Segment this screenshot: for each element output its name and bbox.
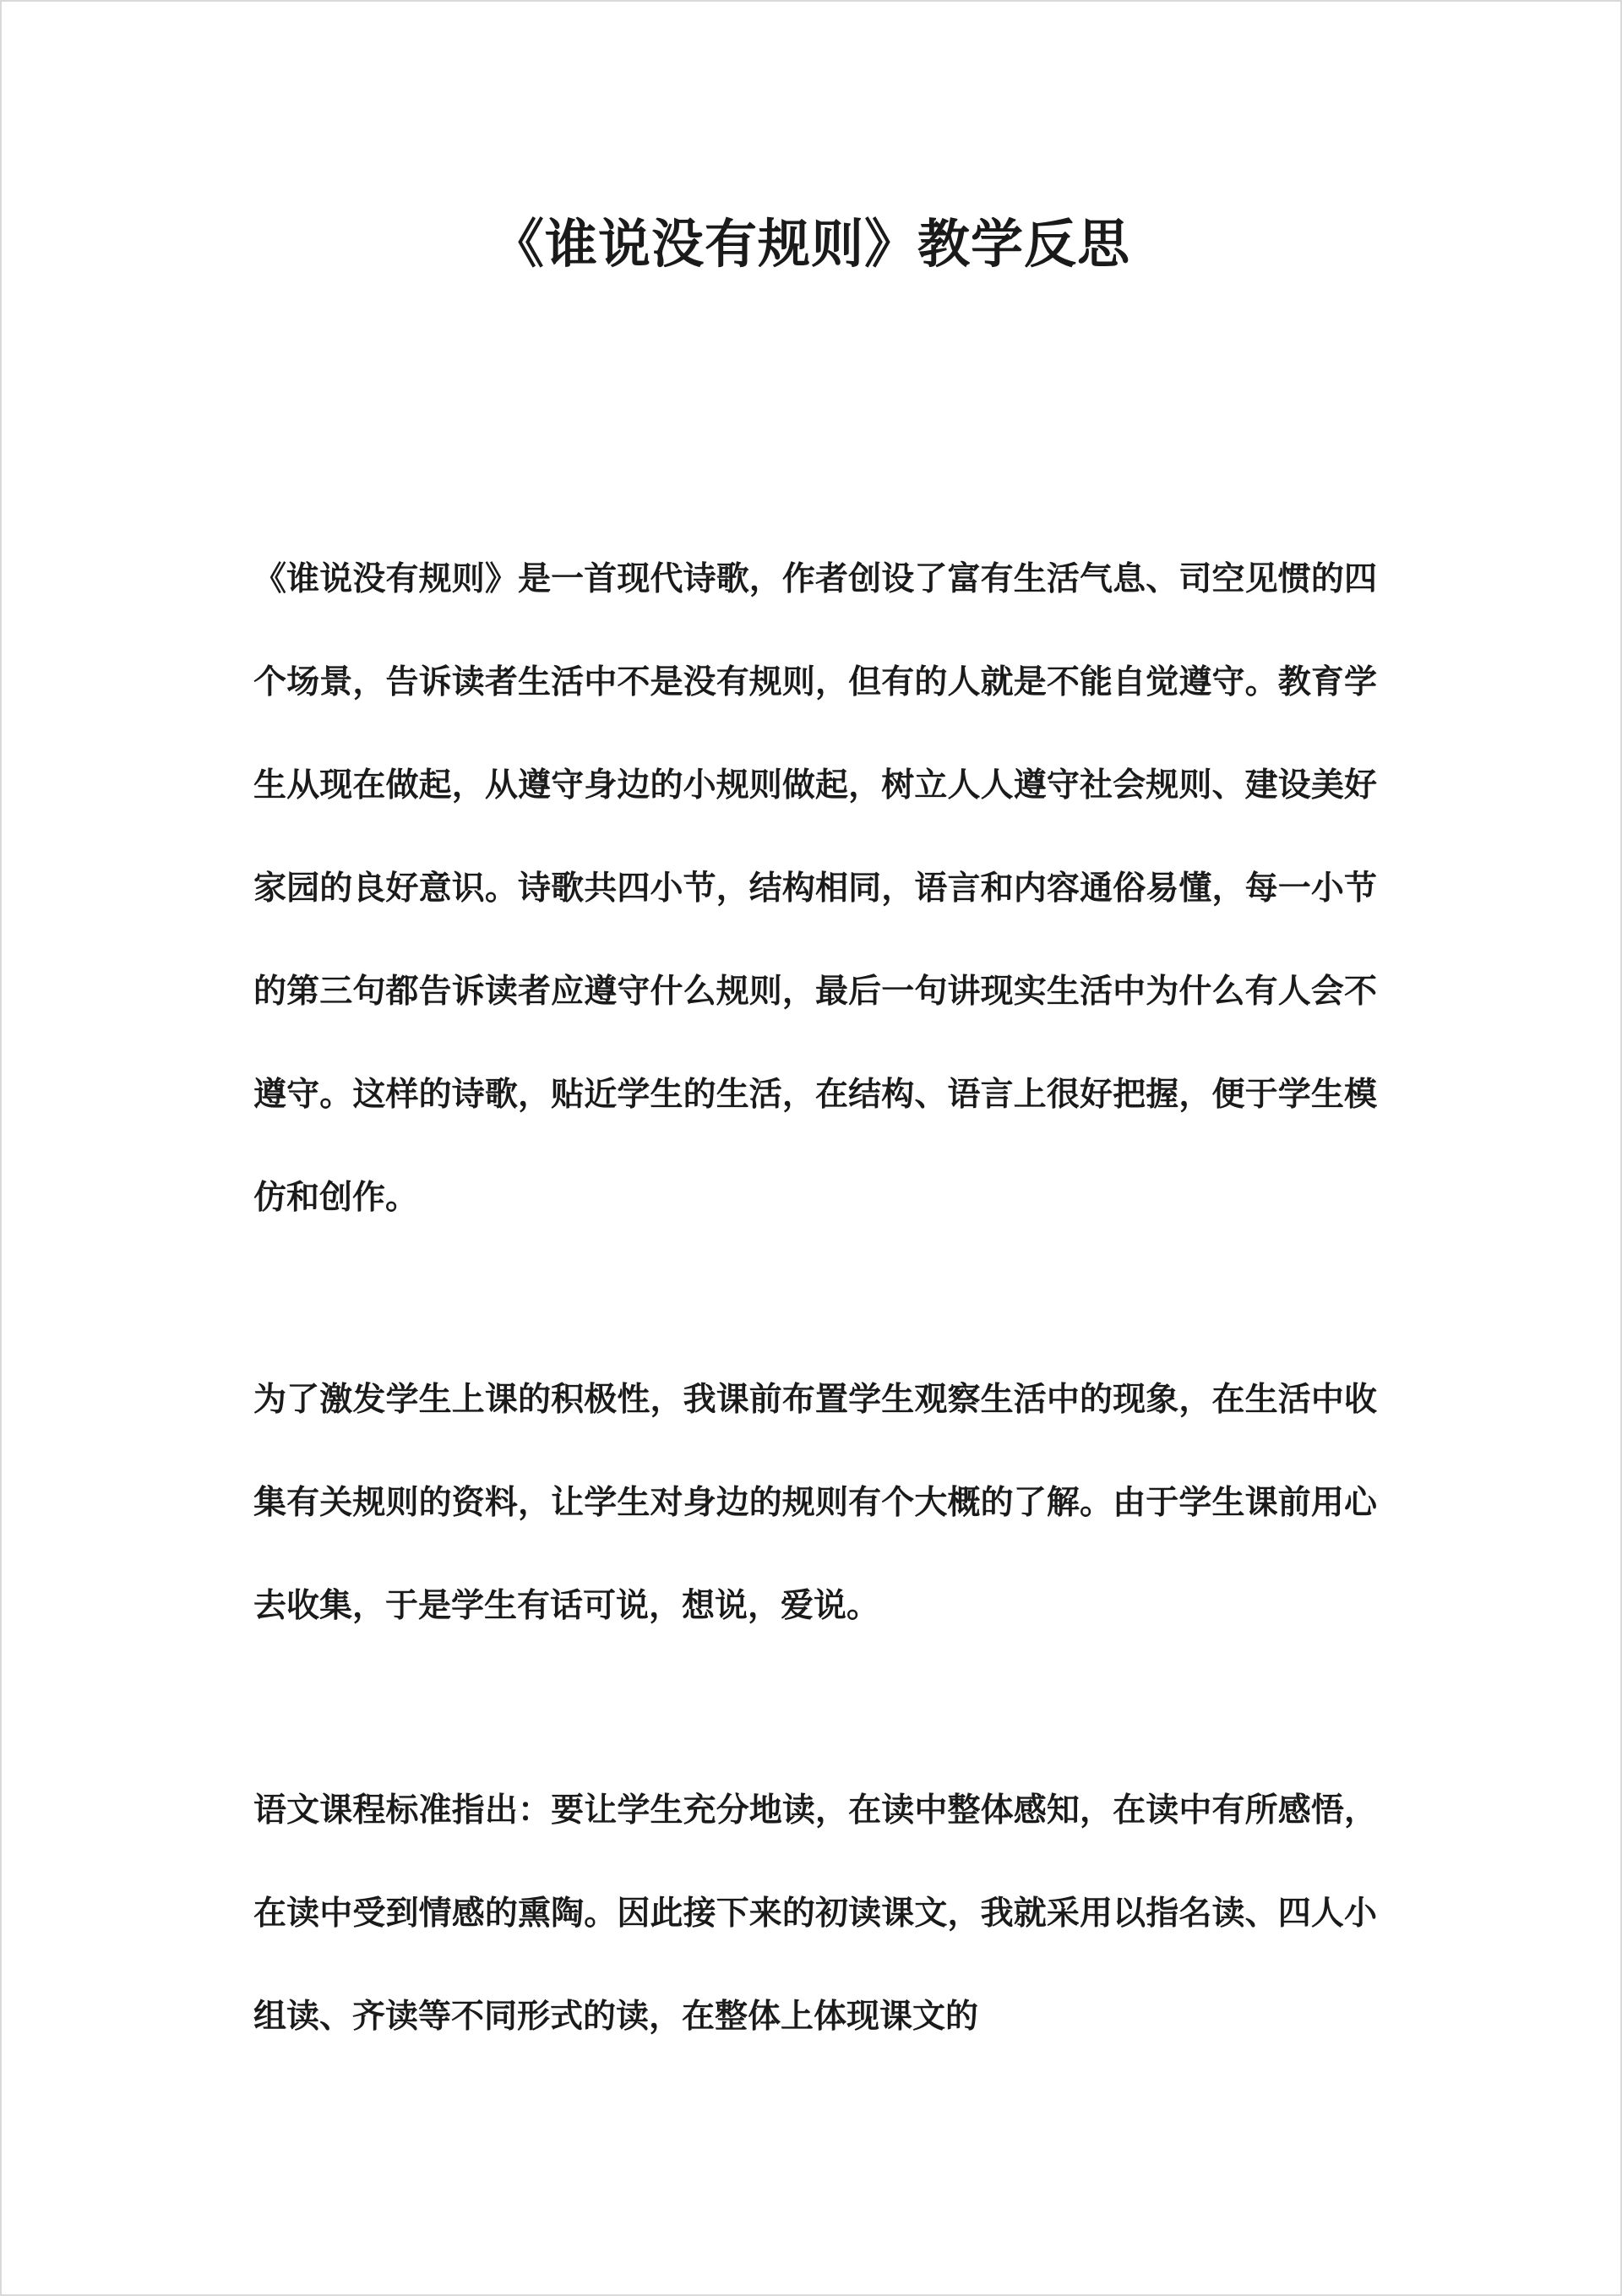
- paragraph-2: 为了激发学生上课的积极性，我课前布置学生观察生活中的现象，在生活中收集有关规则的资料，让学生对身边的规则有个大概的了解。由于学生课前用心去收集，于是学生有话可说，想说，爱说。: [253, 1381, 1377, 1625]
- paragraph-3: 语文课程标准指出：要让学生充分地读，在读中整体感知，在读中有所感悟，在读中受到情感的熏陶。因此接下来的初读课文，我就采用以指名读、四人小组读、齐读等不同形式的读，在整体上体现课文的: [253, 1792, 1377, 2036]
- document-title: 《谁说没有规则》教学反思: [491, 213, 1130, 275]
- paragraph-1: 《谁说没有规则》是一首现代诗歌，作者创设了富有生活气息、司空见惯的四个场景，告诉读者生活中不是没有规则，但有的人就是不能自觉遵守。教育学生从现在做起，从遵守身边的小规则做起，树立人人遵守社会规则、建设美好家园的良好意识。诗歌共四小节，结构相同，语言和内容通俗易懂，每一小节的第三句都告诉读者应遵守什么规则，最后一句讲现实生活中为什么有人会不遵守。这样的诗歌，贴近学生的生活，在结构、语言上很好把握，便于学生模仿和创作。: [253, 560, 1377, 1217]
